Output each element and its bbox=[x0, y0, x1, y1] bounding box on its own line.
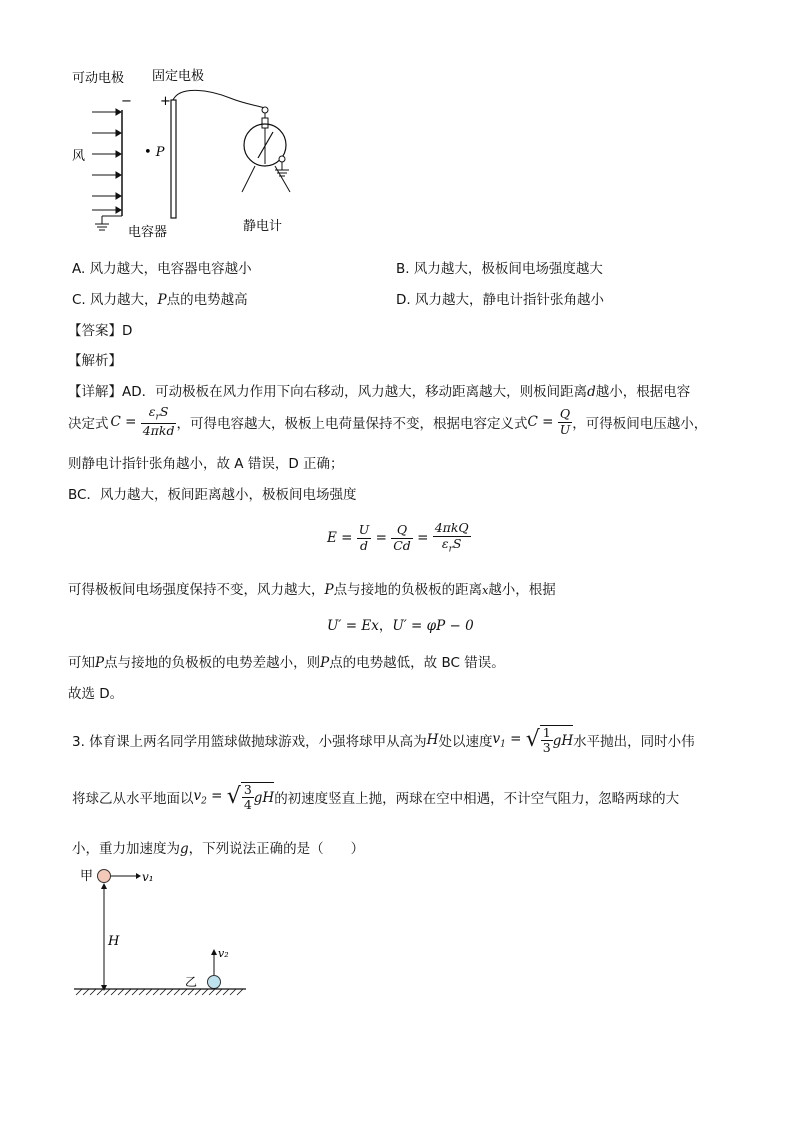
capacitor-label: 电容器 bbox=[128, 225, 168, 240]
detail-line-1: 【详解】AD．可动极板在风力作用下向右移动，风力越大，移动距离越大，则板间距离d越小，根据电容 bbox=[68, 384, 691, 400]
option-b[interactable]: B. 风力越大，极板间电场强度越大 bbox=[396, 261, 603, 277]
option-a[interactable]: A. 风力越大，电容器电容越小 bbox=[72, 261, 252, 277]
question-3-line-3: 小，重力加速度为g，下列说法正确的是（ ） bbox=[72, 841, 365, 857]
ball-b bbox=[208, 976, 221, 989]
height-label: H bbox=[108, 934, 120, 949]
capacitance-formula: C = bbox=[110, 414, 141, 430]
plus-sign: + bbox=[160, 94, 171, 109]
detail-line-2: 决定式 C = $\frac{\varepsilon_rS}{\text{4πkd}}$ ，可得电容越大，极板上电荷量保持不变，根据电容定义式 C = $\frac{Q}{U}$ ，可得板间电压越小， bbox=[68, 404, 708, 439]
v1-arrow bbox=[136, 873, 141, 879]
ground-symbol-plate bbox=[95, 216, 122, 230]
detail-line-5: 可得极板间电场强度保持不变，风力越大，P点与接地的负极板的距离x越小，根据 bbox=[68, 582, 556, 598]
fixed-plate bbox=[171, 100, 176, 218]
detail-line-7: 可知P点与接地的负极板的电势差越小，则P点的电势越低，故 BC 错误。 bbox=[68, 655, 505, 671]
capacitor-electrometer-diagram bbox=[60, 60, 320, 245]
ground-hatching bbox=[76, 989, 243, 995]
v2-formula: $v_2$ = bbox=[193, 787, 227, 807]
fixed-plate-label: 固定电极 bbox=[152, 69, 205, 84]
option-d[interactable]: D. 风力越大，静电计指针张角越小 bbox=[396, 292, 604, 308]
minus-sign: − bbox=[121, 94, 132, 109]
ball-b-label: 乙 bbox=[185, 975, 198, 989]
question-3-line-1: 3. 体育课上两名同学用篮球做抛球游戏，小强将球甲从高为 H 处以速度 $v_1$ = √ $\frac{1}{3}$ gH 水平抛出，同时小伟 bbox=[72, 724, 695, 755]
v2-label: v₂ bbox=[218, 947, 229, 960]
projectile-diagram bbox=[70, 862, 255, 1002]
capacitance-definition: C = bbox=[527, 414, 558, 430]
detail-line-3: 则静电计指针张角越小，故 A 错误，D 正确； bbox=[68, 456, 344, 472]
electrometer-terminal bbox=[262, 107, 268, 113]
answer-line: 【答案】D bbox=[68, 323, 133, 339]
analysis-label: 【解析】 bbox=[68, 353, 122, 369]
connecting-wire bbox=[173, 90, 265, 108]
detail-line-8: 故选 D。 bbox=[68, 686, 124, 702]
v1-formula: $v_1$ = bbox=[492, 730, 526, 750]
point-p-label: • P bbox=[144, 145, 165, 160]
detail-line-4: BC．风力越大，板间距离越小，极板间电场强度 bbox=[68, 487, 357, 503]
wind-label: 风 bbox=[72, 149, 86, 164]
movable-plate-label: 可动电极 bbox=[72, 71, 125, 86]
ball-a bbox=[98, 870, 111, 883]
option-c[interactable]: C. 风力越大，P点的电势越高 bbox=[72, 292, 248, 308]
wind-arrows bbox=[92, 109, 121, 213]
electrometer-label: 静电计 bbox=[243, 219, 283, 234]
v1-label: v₁ bbox=[142, 870, 154, 884]
potential-formula: U′ = Ex，U′ = φP − 0 bbox=[327, 618, 474, 634]
question-3-line-2: 将球乙从水平地面以 $v_2$ = √ $\frac{3}{4}$ gH 的初速度竖直上抛，两球在空中相遇，不计空气阻力，忽略两球的大 bbox=[72, 781, 680, 812]
ball-a-label: 甲 bbox=[80, 869, 94, 884]
v2-arrow bbox=[211, 949, 217, 955]
field-strength-formula: E = $\frac{U}{d}$ = $\frac{Q}{Cd}$ = $\frac{\text{4πkQ}}{\varepsilon_rS}$ bbox=[327, 520, 469, 555]
